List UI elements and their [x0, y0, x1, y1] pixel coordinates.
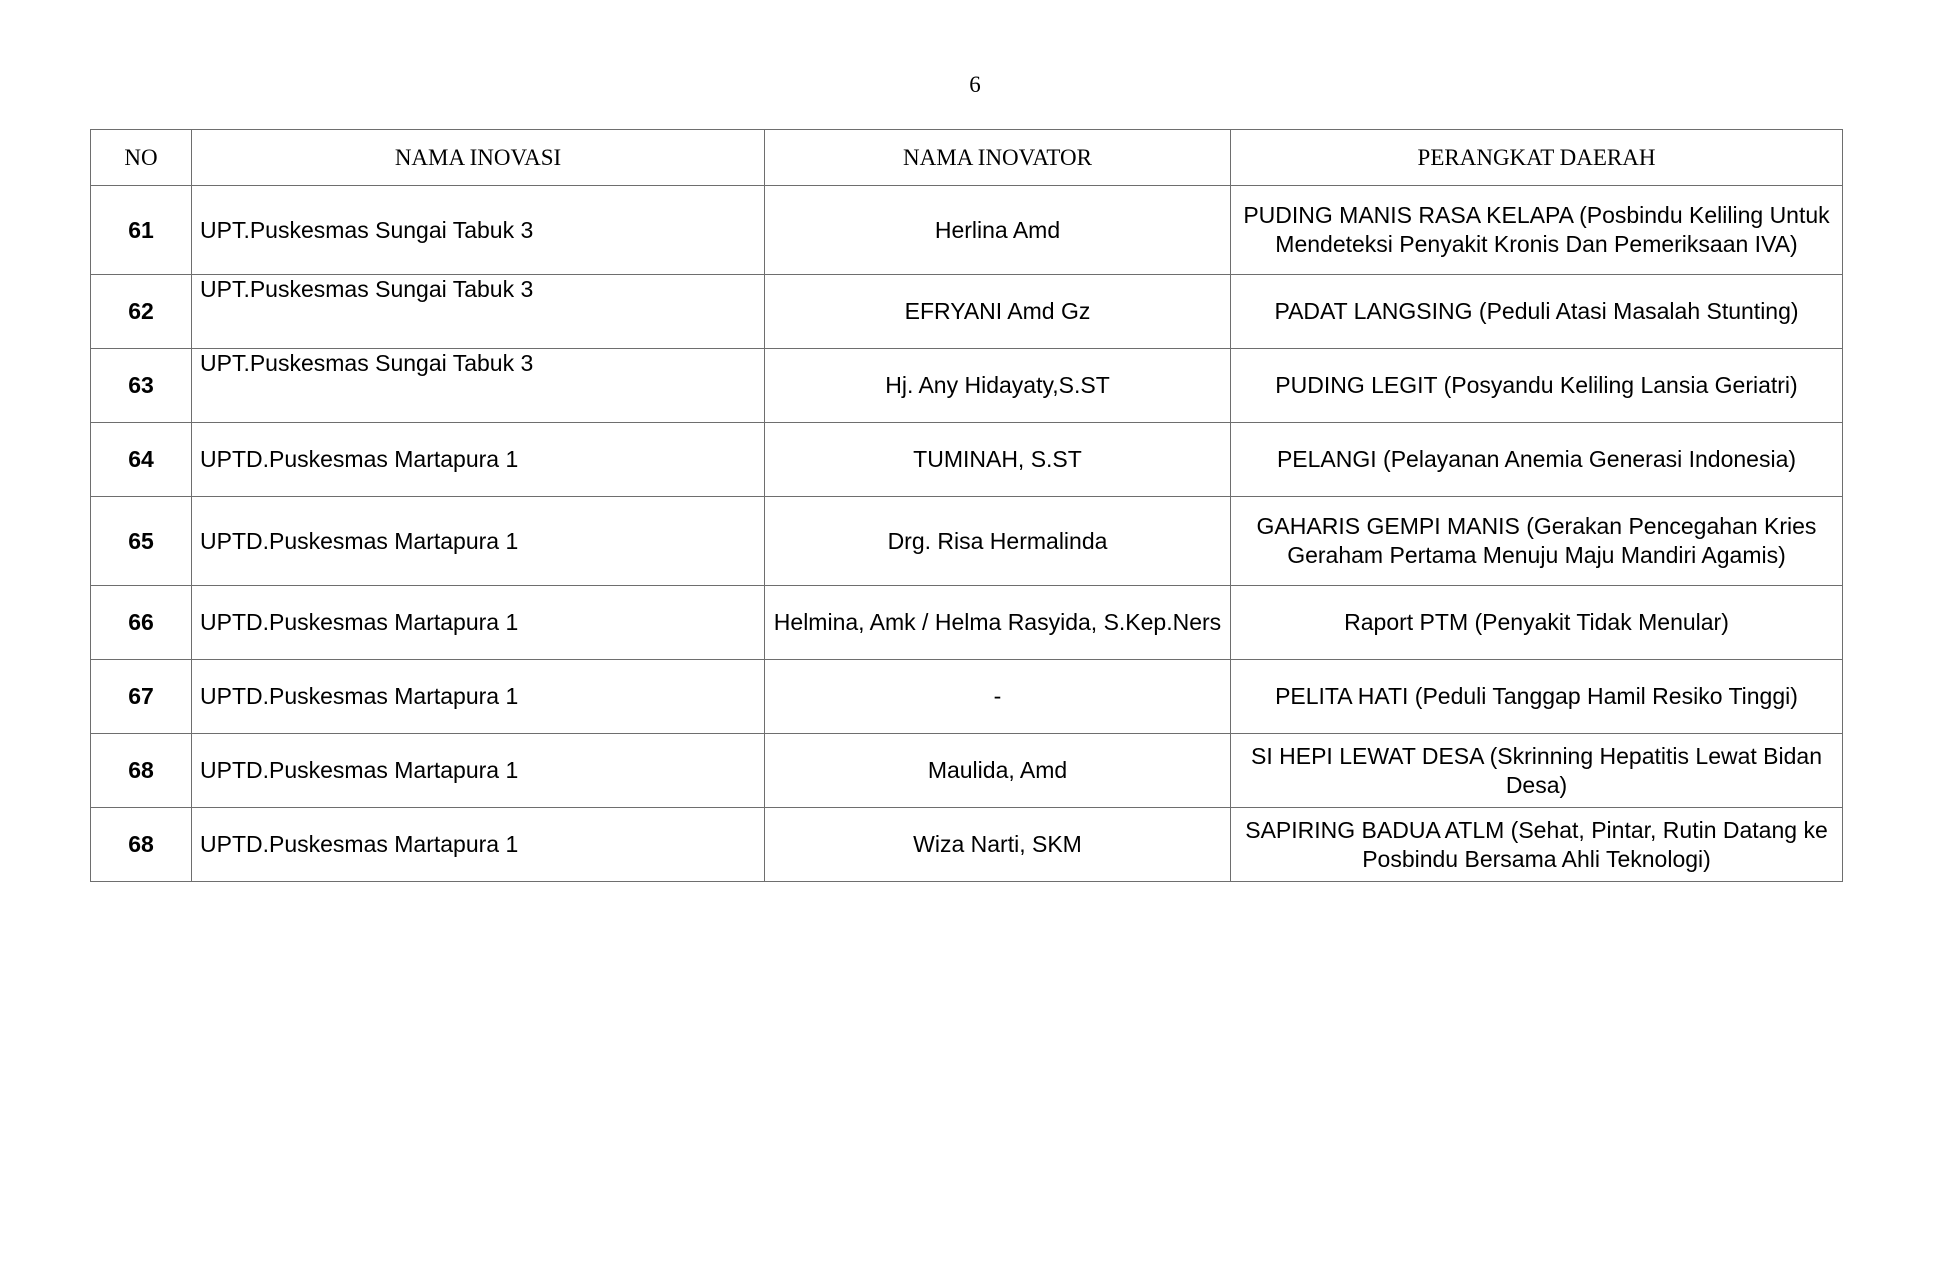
table-row: [91, 734, 1843, 808]
cell-nama-inovasi: UPT.Puskesmas Sungai Tabuk 3: [192, 186, 765, 275]
cell-nama-inovator: -: [765, 660, 1231, 734]
table-row: [91, 808, 1843, 882]
table-row: [91, 423, 1843, 497]
cell-nama-inovator: Maulida, Amd: [765, 734, 1231, 808]
cell-nama-inovator: Hj. Any Hidayaty,S.ST: [765, 349, 1231, 423]
header-no: NO: [91, 130, 192, 186]
cell-perangkat-daerah: Raport PTM (Penyakit Tidak Menular): [1231, 586, 1843, 660]
cell-nama-inovasi: UPTD.Puskesmas Martapura 1: [192, 497, 765, 586]
cell-perangkat-daerah: SAPIRING BADUA ATLM (Sehat, Pintar, Rutin Datang ke Posbindu Bersama Ahli Teknologi): [1231, 808, 1843, 882]
cell-nama-inovasi: UPT.Puskesmas Sungai Tabuk 3: [192, 275, 765, 349]
table-row: [91, 660, 1843, 734]
cell-nama-inovator: Herlina Amd: [765, 186, 1231, 275]
cell-no: 61: [91, 186, 192, 275]
cell-no: 67: [91, 660, 192, 734]
cell-perangkat-daerah: PUDING MANIS RASA KELAPA (Posbindu Keliling Untuk Mendeteksi Penyakit Kronis Dan Pemeriksaan IVA): [1231, 186, 1843, 275]
cell-no: 64: [91, 423, 192, 497]
cell-no: 63: [91, 349, 192, 423]
cell-nama-inovator: Wiza Narti, SKM: [765, 808, 1231, 882]
cell-no: 65: [91, 497, 192, 586]
cell-nama-inovator: Helmina, Amk / Helma Rasyida, S.Kep.Ners: [765, 586, 1231, 660]
table-row: [91, 586, 1843, 660]
cell-nama-inovator: Drg. Risa Hermalinda: [765, 497, 1231, 586]
header-nama-inovasi: NAMA INOVASI: [192, 130, 765, 186]
table-header-row: [91, 130, 1843, 186]
cell-perangkat-daerah: PELANGI (Pelayanan Anemia Generasi Indonesia): [1231, 423, 1843, 497]
cell-nama-inovator: TUMINAH, S.ST: [765, 423, 1231, 497]
header-nama-inovator: NAMA INOVATOR: [765, 130, 1231, 186]
cell-perangkat-daerah: PELITA HATI (Peduli Tanggap Hamil Resiko Tinggi): [1231, 660, 1843, 734]
header-perangkat-daerah: PERANGKAT DAERAH: [1231, 130, 1843, 186]
cell-perangkat-daerah: GAHARIS GEMPI MANIS (Gerakan Pencegahan Kries Geraham Pertama Menuju Maju Mandiri Agamis): [1231, 497, 1843, 586]
cell-nama-inovasi: UPTD.Puskesmas Martapura 1: [192, 660, 765, 734]
cell-perangkat-daerah: SI HEPI LEWAT DESA (Skrinning Hepatitis Lewat Bidan Desa): [1231, 734, 1843, 808]
table-row: [91, 275, 1843, 349]
cell-no: 62: [91, 275, 192, 349]
cell-nama-inovasi: UPTD.Puskesmas Martapura 1: [192, 734, 765, 808]
cell-nama-inovator: EFRYANI Amd Gz: [765, 275, 1231, 349]
cell-perangkat-daerah: PADAT LANGSING (Peduli Atasi Masalah Stunting): [1231, 275, 1843, 349]
table-row: [91, 186, 1843, 275]
cell-no: 68: [91, 734, 192, 808]
innovation-table: [90, 129, 1843, 882]
cell-perangkat-daerah: PUDING LEGIT (Posyandu Keliling Lansia Geriatri): [1231, 349, 1843, 423]
cell-nama-inovasi: UPTD.Puskesmas Martapura 1: [192, 808, 765, 882]
cell-nama-inovasi: UPTD.Puskesmas Martapura 1: [192, 423, 765, 497]
table-row: [91, 497, 1843, 586]
page-number: 6: [969, 72, 981, 97]
cell-no: 66: [91, 586, 192, 660]
cell-nama-inovasi: UPTD.Puskesmas Martapura 1: [192, 586, 765, 660]
table-row: [91, 349, 1843, 423]
cell-no: 68: [91, 808, 192, 882]
cell-nama-inovasi: UPT.Puskesmas Sungai Tabuk 3: [192, 349, 765, 423]
